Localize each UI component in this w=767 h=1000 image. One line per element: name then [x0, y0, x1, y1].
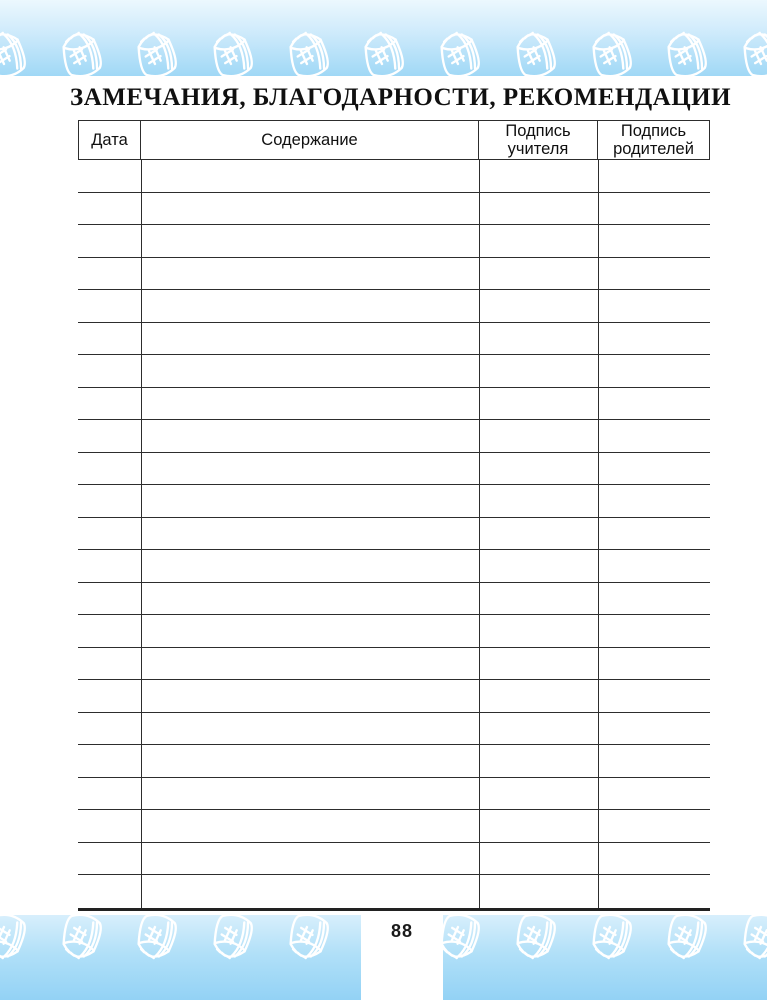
table-row	[78, 258, 710, 291]
motif-row-top	[0, 24, 767, 76]
content-cell	[142, 745, 480, 777]
date-cell	[78, 160, 142, 192]
teacher-signature-cell	[480, 713, 599, 745]
table-row	[78, 778, 710, 811]
satchel-icon	[279, 915, 337, 967]
table-row	[78, 680, 710, 713]
teacher-signature-cell	[480, 225, 599, 257]
parent-signature-cell	[599, 258, 710, 290]
parent-signature-cell	[599, 388, 710, 420]
parent-signature-cell	[599, 843, 710, 875]
decorative-border-top	[0, 0, 767, 76]
satchel-icon	[582, 915, 640, 967]
parent-signature-cell	[599, 680, 710, 712]
content-cell	[142, 355, 480, 387]
date-cell	[78, 745, 142, 777]
parent-signature-cell	[599, 518, 710, 550]
remarks-table	[78, 120, 710, 911]
teacher-signature-cell	[480, 485, 599, 517]
satchel-icon	[733, 915, 767, 967]
table-row	[78, 355, 710, 388]
satchel-icon	[354, 24, 412, 76]
page-title: ЗАМЕЧАНИЯ, БЛАГОДАРНОСТИ, РЕКОМЕНДАЦИИ	[70, 84, 732, 111]
satchel-icon	[657, 24, 715, 76]
content-cell	[142, 550, 480, 582]
parent-signature-cell	[599, 875, 710, 908]
content-cell	[142, 518, 480, 550]
teacher-signature-cell	[480, 615, 599, 647]
parent-signature-cell	[599, 615, 710, 647]
content-cell	[142, 420, 480, 452]
date-cell	[78, 225, 142, 257]
parent-signature-cell	[599, 485, 710, 517]
table-row	[78, 518, 710, 551]
column-header-parent-signature: Подпись родителей	[613, 121, 694, 158]
satchel-icon	[203, 915, 261, 967]
parent-signature-cell	[599, 323, 710, 355]
satchel-icon	[430, 24, 488, 76]
satchel-icon	[506, 915, 564, 967]
satchel-icon	[127, 24, 185, 76]
teacher-signature-cell	[480, 810, 599, 842]
parent-signature-cell	[599, 550, 710, 582]
table-row	[78, 485, 710, 518]
parent-signature-cell	[599, 745, 710, 777]
date-cell	[78, 323, 142, 355]
parent-signature-cell	[599, 810, 710, 842]
page-number-box	[361, 911, 443, 1000]
teacher-signature-cell	[480, 290, 599, 322]
table-row	[78, 875, 710, 908]
satchel-icon	[0, 24, 34, 76]
date-cell	[78, 778, 142, 810]
content-cell	[142, 615, 480, 647]
content-cell	[142, 225, 480, 257]
date-cell	[78, 290, 142, 322]
table-row	[78, 225, 710, 258]
column-header-content: Содержание	[141, 121, 479, 159]
satchel-icon	[279, 24, 337, 76]
date-cell	[78, 420, 142, 452]
table-row	[78, 420, 710, 453]
teacher-signature-cell	[480, 420, 599, 452]
parent-signature-cell	[599, 713, 710, 745]
content-cell	[142, 485, 480, 517]
teacher-signature-cell	[480, 258, 599, 290]
column-header-teacher-signature: Подпись учителя	[479, 121, 598, 159]
content-cell	[142, 453, 480, 485]
content-cell	[142, 583, 480, 615]
date-cell	[78, 875, 142, 908]
table-body	[78, 160, 710, 911]
table-header-row	[78, 120, 710, 160]
parent-signature-cell	[599, 355, 710, 387]
content-cell	[142, 290, 480, 322]
teacher-signature-cell	[480, 355, 599, 387]
date-cell	[78, 453, 142, 485]
date-cell	[78, 550, 142, 582]
parent-signature-cell	[599, 193, 710, 225]
teacher-signature-cell	[480, 680, 599, 712]
date-cell	[78, 843, 142, 875]
table-row	[78, 550, 710, 583]
table-row	[78, 648, 710, 681]
table-row	[78, 810, 710, 843]
content-cell	[142, 258, 480, 290]
page-number: 88	[390, 921, 414, 941]
date-cell	[78, 518, 142, 550]
date-cell	[78, 485, 142, 517]
teacher-signature-cell	[480, 843, 599, 875]
teacher-signature-cell	[480, 745, 599, 777]
content-cell	[142, 778, 480, 810]
parent-signature-cell	[599, 420, 710, 452]
satchel-icon	[127, 915, 185, 967]
content-cell	[142, 875, 480, 908]
table-row	[78, 615, 710, 648]
content-cell	[142, 843, 480, 875]
table-row	[78, 453, 710, 486]
teacher-signature-cell	[480, 453, 599, 485]
satchel-icon	[0, 915, 34, 967]
date-cell	[78, 583, 142, 615]
content-cell	[142, 810, 480, 842]
date-cell	[78, 810, 142, 842]
table-row	[78, 745, 710, 778]
table-row	[78, 583, 710, 616]
parent-signature-cell	[599, 225, 710, 257]
date-cell	[78, 355, 142, 387]
parent-signature-cell	[599, 290, 710, 322]
satchel-icon	[52, 24, 110, 76]
satchel-icon	[657, 915, 715, 967]
content-cell	[142, 680, 480, 712]
date-cell	[78, 648, 142, 680]
teacher-signature-cell	[480, 550, 599, 582]
content-cell	[142, 648, 480, 680]
date-cell	[78, 680, 142, 712]
table-row	[78, 160, 710, 193]
satchel-icon	[52, 915, 110, 967]
column-header-date: Дата	[79, 121, 141, 159]
table-row	[78, 290, 710, 323]
teacher-signature-cell	[480, 323, 599, 355]
satchel-icon	[582, 24, 640, 76]
content-cell	[142, 388, 480, 420]
date-cell	[78, 615, 142, 647]
content-cell	[142, 193, 480, 225]
date-cell	[78, 193, 142, 225]
satchel-icon	[203, 24, 261, 76]
content-cell	[142, 323, 480, 355]
satchel-icon	[506, 24, 564, 76]
table-row	[78, 713, 710, 746]
teacher-signature-cell	[480, 193, 599, 225]
table-row	[78, 843, 710, 876]
teacher-signature-cell	[480, 778, 599, 810]
table-row	[78, 193, 710, 226]
teacher-signature-cell	[480, 583, 599, 615]
parent-signature-cell	[599, 778, 710, 810]
parent-signature-cell	[599, 453, 710, 485]
parent-signature-cell	[599, 583, 710, 615]
teacher-signature-cell	[480, 648, 599, 680]
content-cell	[142, 713, 480, 745]
teacher-signature-cell	[480, 518, 599, 550]
table-row	[78, 323, 710, 356]
date-cell	[78, 388, 142, 420]
teacher-signature-cell	[480, 875, 599, 908]
date-cell	[78, 713, 142, 745]
teacher-signature-cell	[480, 388, 599, 420]
parent-signature-cell	[599, 160, 710, 192]
content-cell	[142, 160, 480, 192]
parent-signature-cell	[599, 648, 710, 680]
date-cell	[78, 258, 142, 290]
satchel-icon	[733, 24, 767, 76]
teacher-signature-cell	[480, 160, 599, 192]
table-row	[78, 388, 710, 421]
